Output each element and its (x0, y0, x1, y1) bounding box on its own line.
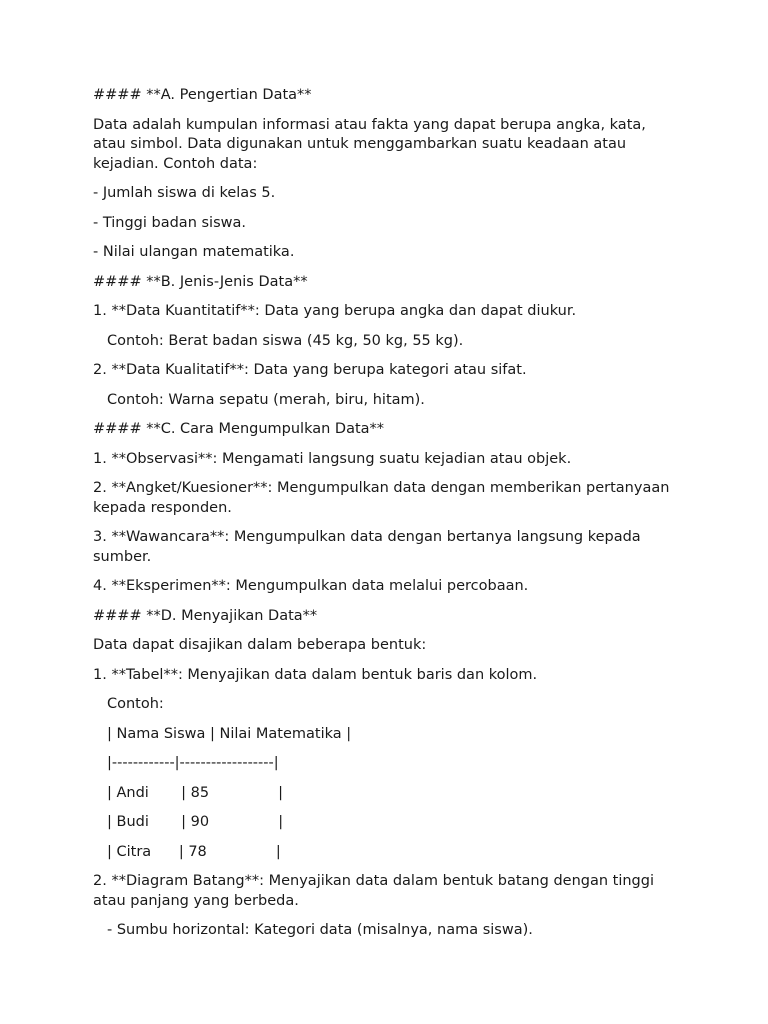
list-item: - Jumlah siswa di kelas 5. (93, 185, 276, 201)
list-item: - Nilai ulangan matematika. (93, 244, 295, 260)
list-item: 2. **Data Kualitatif**: Data yang berupa kategori atau sifat. (93, 362, 527, 378)
list-item: 2. **Angket/Kuesioner**: Mengumpulkan data dengan memberikan pertanyaan kepada responden. (93, 480, 675, 516)
example-line: Contoh: (107, 696, 164, 712)
document-body (93, 86, 683, 951)
list-item: 2. **Diagram Batang**: Menyajikan data dalam bentuk batang dengan tinggi atau panjang yang berbeda. (93, 873, 659, 909)
table-separator-line: |------------|------------------| (107, 755, 279, 771)
list-item: 3. **Wawancara**: Mengumpulkan data dengan bertanya langsung kepada sumber. (93, 529, 646, 565)
example-line: Contoh: Berat badan siswa (45 kg, 50 kg, 55 kg). (107, 332, 464, 349)
table-row-line: | Andi | 85 | (107, 784, 284, 801)
paragraph-intro: Data dapat disajikan dalam beberapa bentuk: (93, 637, 427, 653)
list-item: 1. **Tabel**: Menyajikan data dalam bentuk baris dan kolom. (93, 666, 538, 683)
paragraph-definition: Data adalah kumpulan informasi atau fakta yang dapat berupa angka, kata, atau simbol. Data digunakan untuk menggambarkan suatu keadaan atau kejadian. Contoh data: (93, 116, 651, 172)
list-item: 1. **Observasi**: Mengamati langsung suatu kejadian atau objek. (93, 450, 572, 467)
example-line: Contoh: Warna sepatu (merah, biru, hitam). (107, 391, 425, 408)
table-row-line: | Budi | 90 | (107, 814, 284, 830)
heading-c: #### **C. Cara Mengumpulkan Data** (93, 421, 385, 437)
heading-b: #### **B. Jenis-Jenis Data** (93, 273, 308, 290)
list-item: - Sumbu horizontal: Kategori data (misalnya, nama siswa). (107, 922, 533, 938)
table-header-line: | Nama Siswa | Nilai Matematika | (107, 725, 352, 742)
heading-a: #### **A. Pengertian Data** (93, 87, 312, 103)
heading-d: #### **D. Menyajikan Data** (93, 607, 318, 624)
list-item: 4. **Eksperimen**: Mengumpulkan data melalui percobaan. (93, 578, 529, 594)
table-row-line: | Citra | 78 | (107, 843, 281, 860)
list-item: - Tinggi badan siswa. (93, 214, 246, 231)
list-item: 1. **Data Kuantitatif**: Data yang berupa angka dan dapat diukur. (93, 303, 577, 319)
